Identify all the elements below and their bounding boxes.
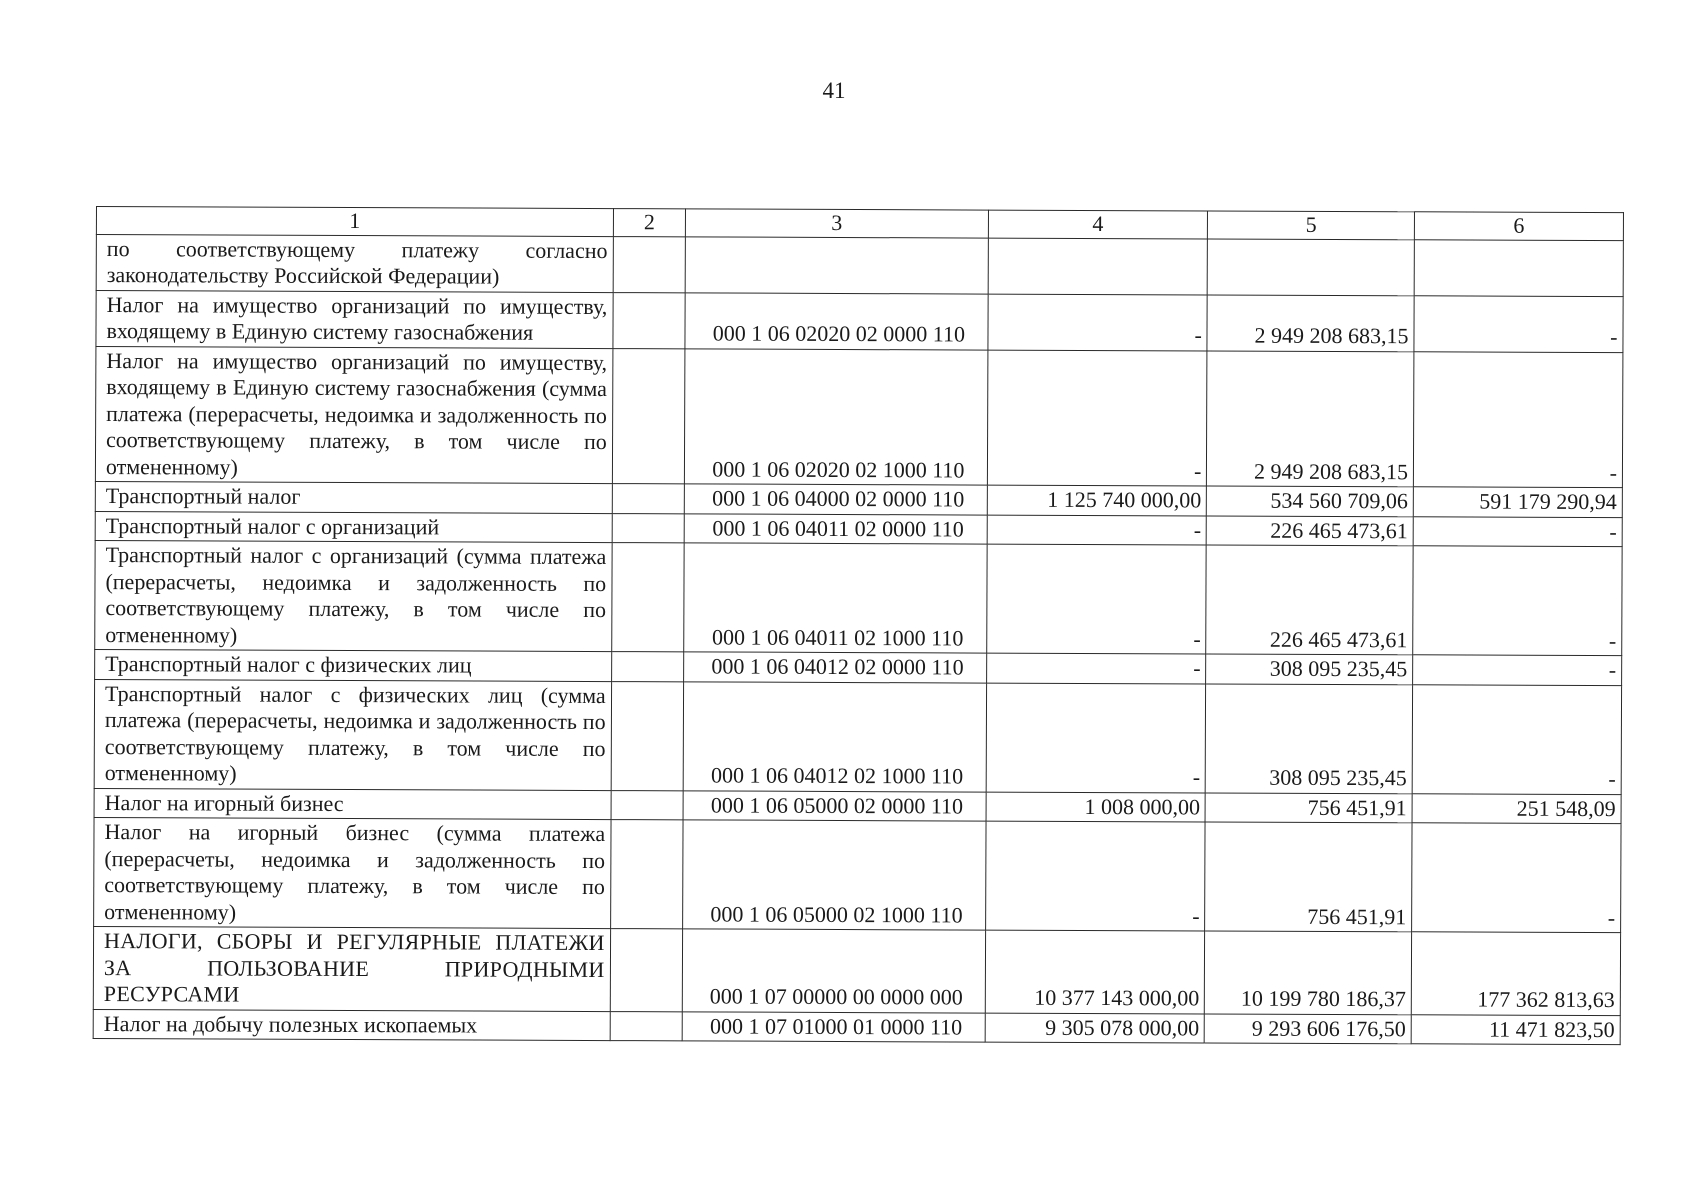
row-code [685,236,988,293]
row-col-4: - [987,294,1207,351]
row-col-5: 2 949 208 683,15 [1207,350,1414,486]
row-col-2 [611,543,684,652]
row-name: Транспортный налог с организаций [95,511,612,543]
row-code: 000 1 07 01000 01 0000 110 [682,1011,984,1042]
row-col-6: - [1412,684,1621,794]
row-col-2 [610,820,683,929]
row-code: 000 1 06 02020 02 1000 110 [685,348,988,485]
row-code: 000 1 06 04011 02 1000 110 [684,543,987,653]
row-col-4: - [987,515,1207,545]
row-col-4: 1 008 000,00 [986,792,1206,822]
row-col-4 [988,238,1208,295]
row-col-2 [613,292,686,348]
table-row [94,679,1621,794]
header-col-2: 2 [613,209,686,237]
row-col-5: 308 095 235,45 [1206,654,1413,684]
row-col-4: - [986,653,1206,683]
row-name: Транспортный налог с организаций (сумма платежа (перерасчеты, недоимка и задолженность по соответствующему платежу, в том числе по отмененному) [95,540,612,651]
row-col-2 [612,513,685,543]
row-col-5: 756 451,91 [1205,822,1412,932]
row-col-5: 10 199 780 186,37 [1205,931,1412,1014]
row-col-2 [611,790,684,820]
row-code: 000 1 06 04012 02 0000 110 [684,652,986,683]
row-col-4: - [987,350,1207,486]
row-col-4: - [986,544,1206,654]
table-row [94,817,1621,932]
row-col-6: - [1412,823,1621,933]
row-name: НАЛОГИ, СБОРЫ И РЕГУЛЯРНЫЕ ПЛАТЕЖИ ЗА ПОЛЬЗОВАНИЕ ПРИРОДНЫМИ РЕСУРСАМИ [93,926,610,1011]
row-name: Налог на добычу полезных ископаемых [93,1009,610,1041]
row-col-2 [613,236,686,292]
row-name: Транспортный налог с физических лиц (сумма платежа (перерасчеты, недоимка и задолженность по соответствующему платежу, в том числе по отмененному) [94,679,611,790]
header-col-4: 4 [988,210,1208,238]
budget-table [93,206,1624,1045]
header-col-6: 6 [1414,212,1623,240]
row-col-6: - [1413,655,1622,685]
table-row [93,1009,1620,1045]
row-name: Налог на имущество организаций по имуществу, входящему в Единую систему газоснабжения (сумма платежа (перерасчеты, недоимка и задолженность по соответствующему платежу, в том числе по отмененному) [95,346,612,484]
row-col-6: - [1413,546,1622,656]
row-col-5: 308 095 235,45 [1206,683,1413,793]
table-row [96,290,1623,352]
row-name: по соответствующему платежу согласно законодательству Российской Федерации) [96,234,613,292]
table-row [95,540,1622,655]
row-col-2 [610,929,683,1012]
row-col-2 [612,348,685,484]
row-col-4: - [985,821,1205,931]
row-name: Транспортный налог с физических лиц [95,649,612,681]
row-code: 000 1 06 05000 02 1000 110 [683,820,986,930]
row-col-6: - [1413,351,1622,487]
row-col-2 [611,652,684,682]
row-name: Транспортный налог [95,481,612,513]
row-col-2 [611,681,684,790]
row-code: 000 1 06 05000 02 0000 110 [683,790,985,821]
row-col-4: - [986,683,1206,793]
row-col-4: 9 305 078 000,00 [985,1013,1205,1043]
row-col-5: 9 293 606 176,50 [1205,1013,1412,1043]
row-col-6: 11 471 823,50 [1411,1014,1620,1044]
row-code: 000 1 06 04000 02 0000 110 [685,484,987,515]
row-col-6: - [1413,516,1622,546]
row-col-5: 534 560 709,06 [1207,486,1414,516]
row-col-5: 226 465 473,61 [1207,515,1414,545]
table-row [95,346,1623,488]
row-col-6: 177 362 813,63 [1411,932,1620,1015]
page-number: 41 [822,78,846,103]
row-col-6 [1414,239,1623,296]
row-col-2 [610,1011,683,1041]
row-col-6: 591 179 290,94 [1413,487,1622,517]
row-name: Налог на игорный бизнес [94,788,611,820]
header-col-5: 5 [1208,211,1415,239]
row-name: Налог на игорный бизнес (сумма платежа (перерасчеты, недоимка и задолженность по соответствующему платежу, в том числе по отмененному) [94,817,611,928]
row-code: 000 1 06 04011 02 0000 110 [684,513,986,544]
row-name: Налог на имущество организаций по имуществу, входящему в Единую систему газоснабжения [96,290,613,348]
row-col-5: 756 451,91 [1205,792,1412,822]
row-col-5 [1208,238,1415,295]
header-col-3: 3 [686,209,988,238]
row-col-6: - [1414,295,1623,352]
row-col-4: 10 377 143 000,00 [985,930,1205,1013]
row-col-5: 2 949 208 683,15 [1207,294,1414,351]
row-col-4: 1 125 740 000,00 [987,485,1207,515]
row-col-5: 226 465 473,61 [1206,545,1413,655]
row-col-6: 251 548,09 [1412,793,1621,823]
row-code: 000 1 07 00000 00 0000 000 [683,929,986,1013]
table-row [96,234,1623,296]
row-code: 000 1 06 02020 02 0000 110 [685,292,988,349]
table-row [93,926,1620,1015]
row-code: 000 1 06 04012 02 1000 110 [683,681,986,791]
header-col-1: 1 [96,207,613,237]
row-col-2 [612,484,685,514]
